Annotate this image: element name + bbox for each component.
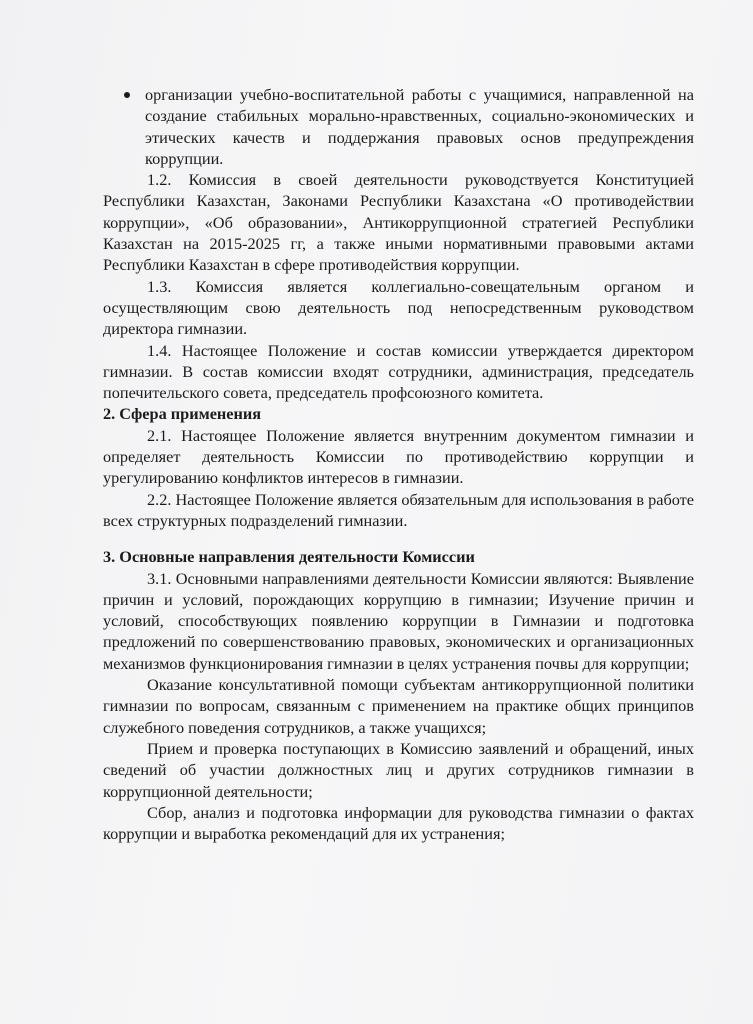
paragraph-1-4: 1.4. Настоящее Положение и состав комиссии утверждается директором гимназии. В состав комиссии входят сотрудники, администрация, председатель попечительского совета, председатель профсоюзного комитета. [103,340,694,403]
paragraph-3-3: Прием и проверка поступающих в Комиссию заявлений и обращений, иных сведений об участии должностных лиц и других сотрудников гимназии в коррупционной деятельности; [103,738,694,801]
paragraph-1-2: 1.2. Комиссия в своей деятельности руководствуется Конституцией Республики Казахстан, Законами Республики Казахстана «О противодействии коррупции», «Об образовании», Антикоррупционной стратегией Республики Казахстан на 2015-2025 гг, а также иными нормативными правовыми актами Республики Казахстан в сфере противодействия коррупции. [103,170,694,275]
paragraph-1-3: 1.3. Комиссия является коллегиально-совещательным органом и осуществляющим свою деятельность под непосредственным руководством директора гимназии. [103,276,694,339]
section-2-heading: 2. Сфера применения [103,404,262,424]
section-3-heading: 3. Основные направления деятельности Комиссии [103,547,475,567]
bullet-text: организации учебно-воспитательной работы с учащимися, направленной на создание стабильных морально-нравственных, социально-экономических и этических качеств и поддержания правовых основ предупреждения коррупции. [145,85,694,168]
paragraph-3-1: 3.1. Основными направлениями деятельности Комиссии являются: Выявление причин и условий, порождающих коррупцию в гимназии; Изучение причин и условий, способствующих появлению коррупции в Гимназии и подготовка предложений по совершенствованию правовых, экономических и организационных механизмов функционирования гимназии в целях устранения почвы для коррупции; [103,568,694,673]
paragraph-3-2: Оказание консультативной помощи субъектам антикоррупционной политики гимназии по вопросам, связанным с применением на практике общих принципов служебного поведения сотрудников, а также учащихся; [103,675,694,737]
bullet-item [103,84,694,169]
bullet-dot-icon [124,92,130,98]
paragraph-3-4: Сбор, анализ и подготовка информации для руководства гимназии о фактах коррупции и выработка рекомендаций для их устранения; [103,802,694,844]
document-body [103,84,694,844]
paragraph-2-1: 2.1. Настоящее Положение является внутренним документом гимназии и определяет деятельность Комиссии по противодействию коррупции и урегулированию конфликтов интересов в гимназии. [103,425,694,488]
paragraph-2-2: 2.2. Настоящее Положение является обязательным для использования в работе всех структурных подразделений гимназии. [103,489,695,530]
